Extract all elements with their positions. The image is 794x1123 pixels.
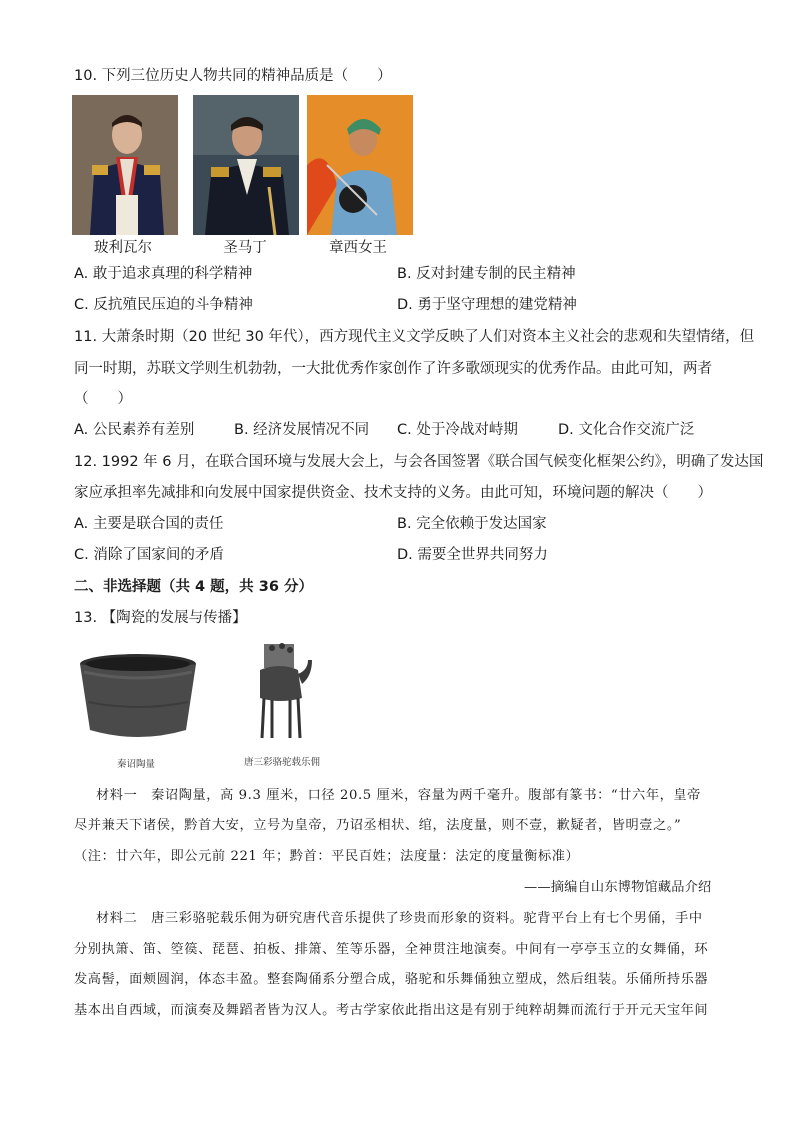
q12-option-d: D. 需要全世界共同努力	[397, 547, 548, 563]
material2-line2: 分别执箫、笛、箜篌、琵琶、拍板、排箫、笙等乐器，全神贯注地演奏。中间有一亭亭玉立的女舞俑，环	[74, 942, 709, 957]
q12-stem-line1: 12. 1992 年 6 月，在联合国环境与发展大会上，与会各国签署《联合国气候变化框架公约》，明确了发达国	[74, 454, 764, 470]
q13-heading: 13. 【陶瓷的发展与传播】	[74, 610, 247, 626]
caption-san-martin: 圣马丁	[223, 240, 267, 256]
q10-option-d: D. 勇于坚守理想的建党精神	[397, 297, 577, 313]
section-title: 二、非选择题（共 4 题，共 36 分）	[74, 579, 313, 595]
q12-option-a: A. 主要是联合国的责任	[74, 516, 224, 532]
q10-option-b: B. 反对封建专制的民主精神	[397, 266, 576, 282]
qin-pottery-measure-image	[74, 652, 202, 742]
q11-option-b: B. 经济发展情况不同	[234, 422, 370, 438]
q11-option-d: D. 文化合作交流广泛	[558, 422, 695, 438]
caption-tang-camel: 唐三彩骆驼载乐佣	[244, 757, 321, 768]
q11-stem-line2: 同一时期，苏联文学则生机勃勃，一大批优秀作家创作了许多歌颂现实的优秀作品。由此可知，两者	[74, 361, 712, 377]
q12-option-b: B. 完全依赖于发达国家	[397, 516, 547, 532]
tang-camel-figurine-image	[252, 640, 314, 744]
q11-stem-line3: （ ）	[74, 391, 132, 407]
q12-option-c: C. 消除了国家间的矛盾	[74, 547, 224, 563]
portrait-san-martin-image	[193, 95, 299, 235]
q10-option-a: A. 敢于追求真理的科学精神	[74, 266, 253, 282]
material2-line4: 基本出自西域，而演奏及舞蹈者皆为汉人。考古学家依此指出这是有别于纯粹胡舞而流行于开元天宝年间	[74, 1003, 709, 1018]
q10-option-c: C. 反抗殖民压迫的斗争精神	[74, 297, 253, 313]
caption-bolivar: 玻利瓦尔	[94, 240, 152, 256]
caption-qin-pottery: 秦诏陶量	[117, 759, 156, 770]
material2-line1: 材料二 唐三彩骆驼载乐佣为研究唐代音乐提供了珍贵而形象的资料。驼背平台上有七个男俑，手中	[96, 911, 703, 926]
material1-line1: 材料一 秦诏陶量，高 9.3 厘米，口径 20.5 厘米，容量为两千毫升。腹部有篆书：“廿六年，皇帝	[96, 788, 701, 803]
q11-option-a: A. 公民素养有差别	[74, 422, 195, 438]
material1-source: ——摘编自山东博物馆藏品介绍	[524, 880, 712, 895]
q11-option-c: C. 处于冷战对峙期	[397, 422, 518, 438]
q10-stem: 10. 下列三位历史人物共同的精神品质是（ ）	[74, 68, 392, 84]
portrait-bolivar-image	[72, 95, 178, 235]
material1-line3: （注：廿六年，即公元前 221 年；黔首：平民百姓；法度量：法定的度量衡标准）	[74, 849, 580, 864]
q12-stem-line2: 家应承担率先减排和向发展中国家提供资金、技术支持的义务。由此可知，环境问题的解决（ ）	[74, 485, 712, 501]
material2-line3: 发高髻，面颊圆润，体态丰盈。整套陶俑系分塑合成，骆驼和乐舞俑独立塑成，然后组装。乐俑所持乐器	[74, 972, 709, 987]
caption-rani-jhansi: 章西女王	[329, 240, 387, 256]
portrait-rani-jhansi-image	[307, 95, 413, 235]
material1-line2: 尽并兼天下诸侯，黔首大安，立号为皇帝，乃诏丞相状、绾，法度量，则不壹，歉疑者，皆明壹之。”	[74, 818, 682, 833]
q11-stem-line1: 11. 大萧条时期（20 世纪 30 年代），西方现代主义文学反映了人们对资本主义社会的悲观和失望情绪，但	[74, 329, 755, 345]
